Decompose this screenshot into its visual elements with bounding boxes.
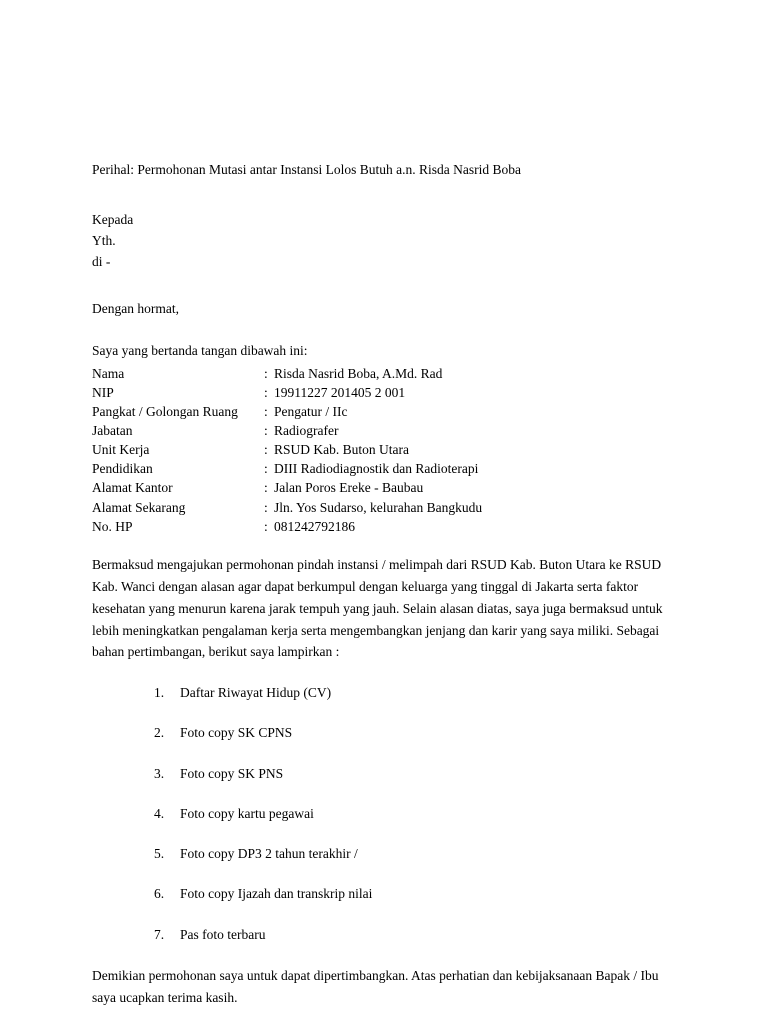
subject-line: Perihal: Permohonan Mutasi antar Instansi Lolos Butuh a.n. Risda Nasrid Boba (92, 162, 521, 177)
list-item-number: 3. (154, 765, 165, 781)
list-item-number: 1. (154, 685, 165, 701)
identity-separator: : (264, 518, 268, 534)
identity-value: 19911227 201405 2 001 (274, 384, 406, 400)
list-item (154, 804, 676, 824)
identity-separator: : (264, 499, 268, 515)
table-row (92, 364, 676, 383)
identity-separator: : (264, 403, 268, 419)
table-row (92, 498, 676, 517)
identity-value: Jalan Poros Ereke - Baubau (274, 480, 424, 496)
list-item-label: Foto copy Ijazah dan transkrip nilai (180, 886, 373, 902)
table-row (92, 440, 676, 459)
identity-label: Unit Kerja (92, 442, 150, 458)
identity-value: 081242792186 (274, 518, 355, 534)
identity-label: Alamat Kantor (92, 480, 173, 496)
list-item-number: 7. (154, 926, 165, 942)
identity-separator: : (264, 422, 268, 438)
identity-label: Pangkat / Golongan Ruang (92, 403, 238, 419)
table-row (92, 517, 676, 536)
closing-paragraph: Demikian permohonan saya untuk dapat dipertimbangkan. Atas perhatian dan kebijaksanaan Bapak / Ibu saya ucapkan terima kasih. (92, 967, 659, 1005)
list-item-number: 5. (154, 846, 165, 862)
list-item (154, 925, 676, 945)
identity-separator: : (264, 365, 268, 381)
list-item-number: 2. (154, 725, 165, 741)
table-row (92, 459, 676, 478)
identity-separator: : (264, 480, 268, 496)
table-row (92, 478, 676, 497)
identity-label: Alamat Sekarang (92, 499, 186, 515)
identity-value: Pengatur / IIc (274, 403, 348, 419)
identity-value: DIII Radiodiagnostik dan Radioterapi (274, 461, 479, 477)
identity-value: Risda Nasrid Boba, A.Md. Rad (274, 365, 443, 381)
list-item (154, 884, 676, 904)
body-paragraph: Bermaksud mengajukan permohonan pindah instansi / melimpah dari RSUD Kab. Buton Utara ke RSUD Kab. Wanci dengan alasan agar dapat berkumpul dengan keluarga yang tinggal di Jakarta serta faktor kesehatan yang menurun karena jarak tempuh yang jauh. Selain alasan diatas, saya juga bermaksud untuk lebih meningkatkan pengalaman kerja serta mengembangkan jenjang dan karir yang saya miliki. Sebagai bahan pertimbangan, berikut saya lampirkan : (92, 556, 663, 660)
identity-table (92, 364, 676, 536)
salutation: Dengan hormat, (92, 301, 179, 317)
list-item (154, 723, 676, 743)
list-item (154, 764, 676, 784)
table-row (92, 383, 676, 402)
identity-separator: : (264, 461, 268, 477)
attachment-list (92, 683, 676, 945)
table-row (92, 421, 676, 440)
identity-label: No. HP (92, 518, 133, 534)
list-item (154, 844, 676, 864)
list-item-label: Foto copy kartu pegawai (180, 805, 314, 821)
addressee-block (92, 210, 676, 273)
list-item-number: 4. (154, 805, 165, 821)
identity-separator: : (264, 442, 268, 458)
identity-label: Nama (92, 365, 125, 381)
list-item-label: Foto copy DP3 2 tahun terakhir / (180, 846, 358, 862)
list-item-label: Foto copy SK PNS (180, 765, 284, 781)
table-row (92, 402, 676, 421)
intro-line: Saya yang bertanda tangan dibawah ini: (92, 343, 308, 359)
list-item-label: Pas foto terbaru (180, 926, 266, 942)
identity-label: NIP (92, 384, 114, 400)
list-item-label: Daftar Riwayat Hidup (CV) (180, 685, 332, 701)
list-item (154, 683, 676, 703)
identity-label: Jabatan (92, 422, 133, 438)
identity-label: Pendidikan (92, 461, 153, 477)
identity-value: Jln. Yos Sudarso, kelurahan Bangkudu (274, 499, 483, 515)
addressee-line-1: Kepada (92, 212, 134, 228)
list-item-number: 6. (154, 886, 165, 902)
identity-separator: : (264, 384, 268, 400)
list-item-label: Foto copy SK CPNS (180, 725, 293, 741)
addressee-line-2: Yth. (92, 233, 116, 249)
identity-value: Radiografer (274, 422, 339, 438)
identity-value: RSUD Kab. Buton Utara (274, 442, 409, 458)
addressee-line-3: di - (92, 254, 111, 270)
